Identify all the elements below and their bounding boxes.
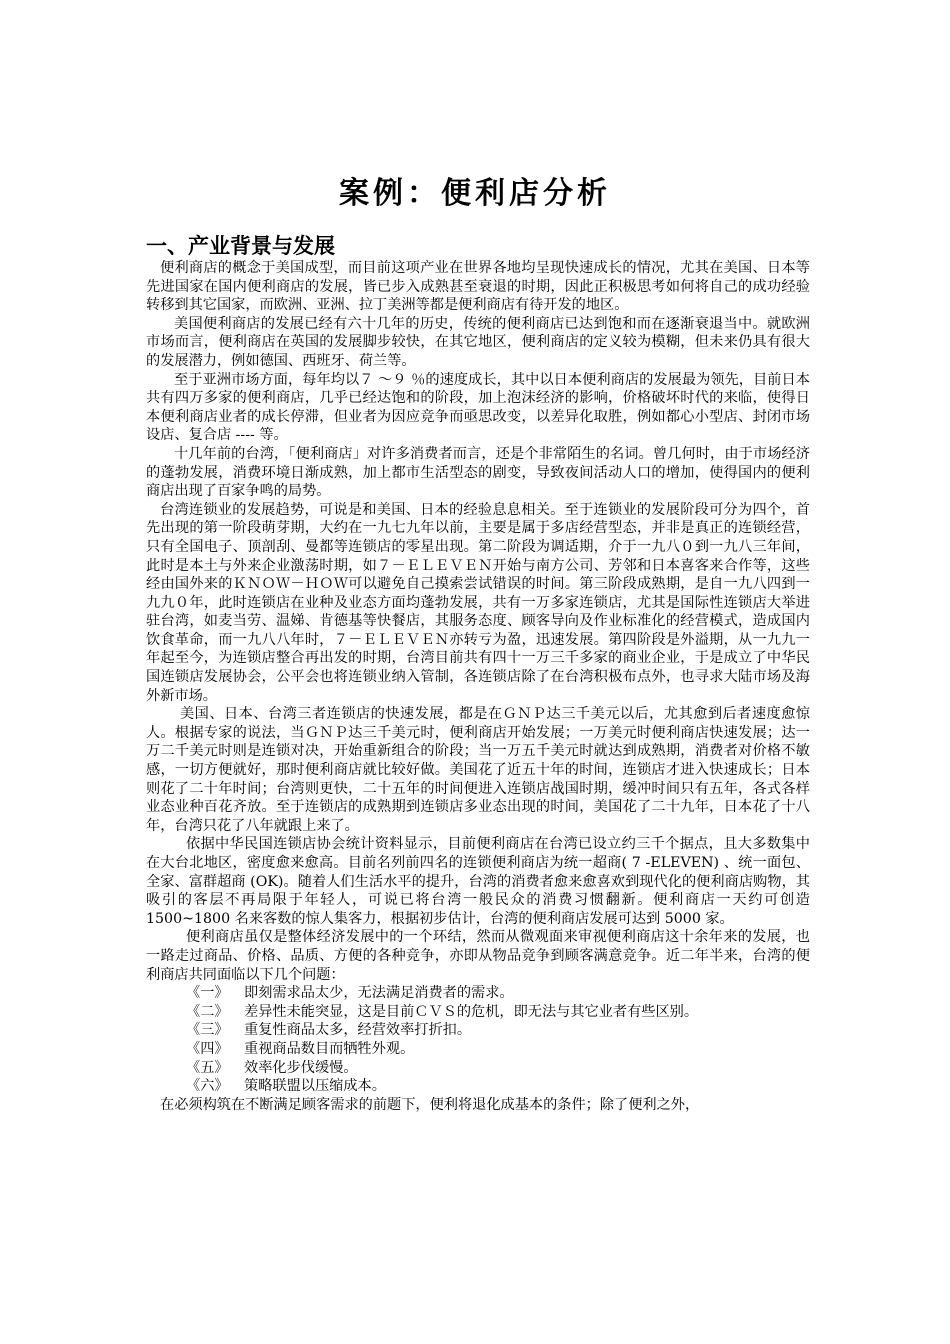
list-item bbox=[146, 1021, 810, 1040]
paragraph-3: 至于亚洲市场方面，每年均以７ ～９ ％的速度成长，其中以日本便利商店的发展最为领先，目前日本共有四万多家的便利商店，几乎已经达饱和的阶段，加上泡沫经济的影响，价格破坏时代的来临，使得日本便利商店业者的成长停滞，但业者为因应竞争而亟思改变，以差异化取胜，例如都心小型店、封闭市场设店、复合店 ---- 等。 bbox=[146, 371, 810, 444]
list-item bbox=[146, 1003, 810, 1022]
list-item-text: 策略联盟以压缩成本。 bbox=[244, 1078, 386, 1095]
page-title: 案例：便利店分析 bbox=[339, 176, 611, 211]
list-item-text: 重视商品数目而牺牲外观。 bbox=[244, 1040, 415, 1057]
closing-paragraph: 在必须构筑在不断满足顾客需求的前题下，便利将退化成基本的条件；除了便利之外， bbox=[160, 1096, 700, 1113]
list-item bbox=[146, 1040, 810, 1059]
section-body bbox=[146, 259, 810, 1114]
list-item-number: 《一》 bbox=[186, 985, 229, 1002]
list-item-text: 效率化步伐缓慢。 bbox=[244, 1059, 358, 1076]
list-item-text: 即刻需求品太少，无法满足消费者的需求。 bbox=[244, 985, 514, 1002]
list-item-number: 《四》 bbox=[186, 1040, 229, 1057]
list-item-number: 《二》 bbox=[186, 1003, 229, 1020]
paragraph-6: 美国、日本、台湾三者连锁店的快速发展，都是在ＧＮＰ达三千美元以后，尤其愈到后者速度愈惊人。根据专家的说法，当ＧＮＰ达三千美元时，便利商店开始发展；一万美元时便利商店快速发展；达一万二千美元时则是连锁对决，开始重新组合的阶段；当一万五千美元时就达到成熟期，消费者对价格不敏感，一切方便就好，那时便利商店就比较好做。美国花了近五十年的时间，连锁店才进入快速成长；日本则花了二十年时间；台湾则更快，二十五年的时间便进入连锁店战国时期，缓冲时间只有五年，各式各样业态业种百花齐放。至于连锁店的成熟期到连锁店多业态出现的时间，美国花了二十九年，日本花了十八年，台湾只花了八年就跟上来了。 bbox=[146, 706, 810, 834]
list-item-number: 《三》 bbox=[186, 1022, 229, 1039]
list-item-text: 重复性商品太多，经营效率打折扣。 bbox=[244, 1022, 472, 1039]
paragraph-5: 台湾连锁业的发展趋势，可说是和美国、日本的经验息息相关。至于连锁业的发展阶段可分为四个，首先出现的第一阶段萌芽期，大约在一九七九年以前，主要是属于多店经营型态，并非是真正的连锁经营，只有全国电子、顶剖刮、曼都等连锁店的零星出现。第二阶段为调适期，介于一九八０到一九八三年间，此时是本土与外来企业激荡时期，如７－ＥＬＥＶＥＮ开始与南方公司、芳邻和日本喜客来合作等，这些经由国外来的ＫＮＯＷ－ＨＯＷ可以避免自己摸索尝试错误的时间。第三阶段成熟期，是自一九八四到一九九０年，此时连锁店在业种及业态方面均蓬勃发展，共有一万多家连锁店，尤其是国际性连锁店大举进驻台湾，如麦当劳、温娣、肯德基等快餐店，其服务态度、顾客导向及作业标准化的经营模式，造成国内饮食革命，而一九八八年时，７－ＥＬＥＶＥＮ亦转亏为盈，迅速发展。第四阶段是外溢期，从一九九一年起至今，为连锁店整合再出发的时期，台湾目前共有四十一万三千多家的商业企业，于是成立了中华民国连锁店发展协会，公平会也将连锁业纳入管制，各连锁店除了在台湾积极布点外，也寻求大陆市场及海外新市场。 bbox=[146, 501, 810, 704]
issues-list bbox=[146, 984, 810, 1096]
list-item-number: 《六》 bbox=[186, 1078, 229, 1095]
list-item bbox=[146, 1077, 810, 1096]
paragraph-4: 十几年前的台湾，「便利商店」对许多消费者而言，还是个非常陌生的名词。曾几何时，由于市场经济的蓬勃发展，消费环境日渐成熟，加上都市生活型态的剧变，导致夜间活动人口的增加，使得国内的便利商店出现了百家争鸣的局势。 bbox=[146, 445, 810, 500]
section-heading: 一、产业背景与发展 bbox=[146, 234, 335, 258]
list-item bbox=[146, 984, 810, 1003]
list-item bbox=[146, 1059, 810, 1078]
paragraph-1: 便利商店的概念于美国成型，而目前这项产业在世界各地均呈现快速成长的情况，尤其在美国、日本等先进国家在国内便利商店的发展，皆已步入成熟甚至衰退的时期，因此正积极思考如何将自己的成功经验转移到其它国家，而欧洲、亚洲、拉丁美洲等都是便利商店有待开发的地区。 bbox=[146, 260, 810, 314]
list-item-text: 差异性未能突显，这是目前ＣＶＳ的危机，即无法与其它业者有些区别。 bbox=[244, 1003, 699, 1020]
list-item-number: 《五》 bbox=[186, 1059, 229, 1076]
paragraph-2: 美国便利商店的发展已经有六十几年的历史，传统的便利商店已达到饱和而在逐渐衰退当中。就欧洲市场而言，便利商店在英国的发展脚步较快，在其它地区，便利商店的定义较为模糊，但未来仍具有很大的发展潜力，例如德国、西班牙、荷兰等。 bbox=[146, 315, 810, 369]
paragraph-8: 便利商店虽仅是整体经济发展中的一个环结，然而从微观面来审视便利商店这十余年来的发展，也一路走过商品、价格、品质、方便的各种竞争，亦即从物品竞争到顾客满意竞争。近二年半来，台湾的便利商店共同面临以下几个问题： bbox=[146, 929, 810, 983]
paragraph-7: 依据中华民国连锁店协会统计资料显示，目前便利商店在台湾已设立约三千个据点，且大多数集中在大台北地区，密度愈来愈高。目前名列前四名的连锁便利商店为统一超商( 7 -ELEVEN) 、统一面包、全家、富群超商 (OK)。随着人们生活水平的提升，台湾的消费者愈来愈喜欢到现代化的便利商店购物，其吸引的客层不再局限于年轻人，可说已将台湾一般民众的消费习惯翻新。便利商店一天约可创造 1500~1800 名来客数的惊人集客力，根据初步估计，台湾的便利商店发展可达到 5000 家。 bbox=[146, 836, 810, 927]
